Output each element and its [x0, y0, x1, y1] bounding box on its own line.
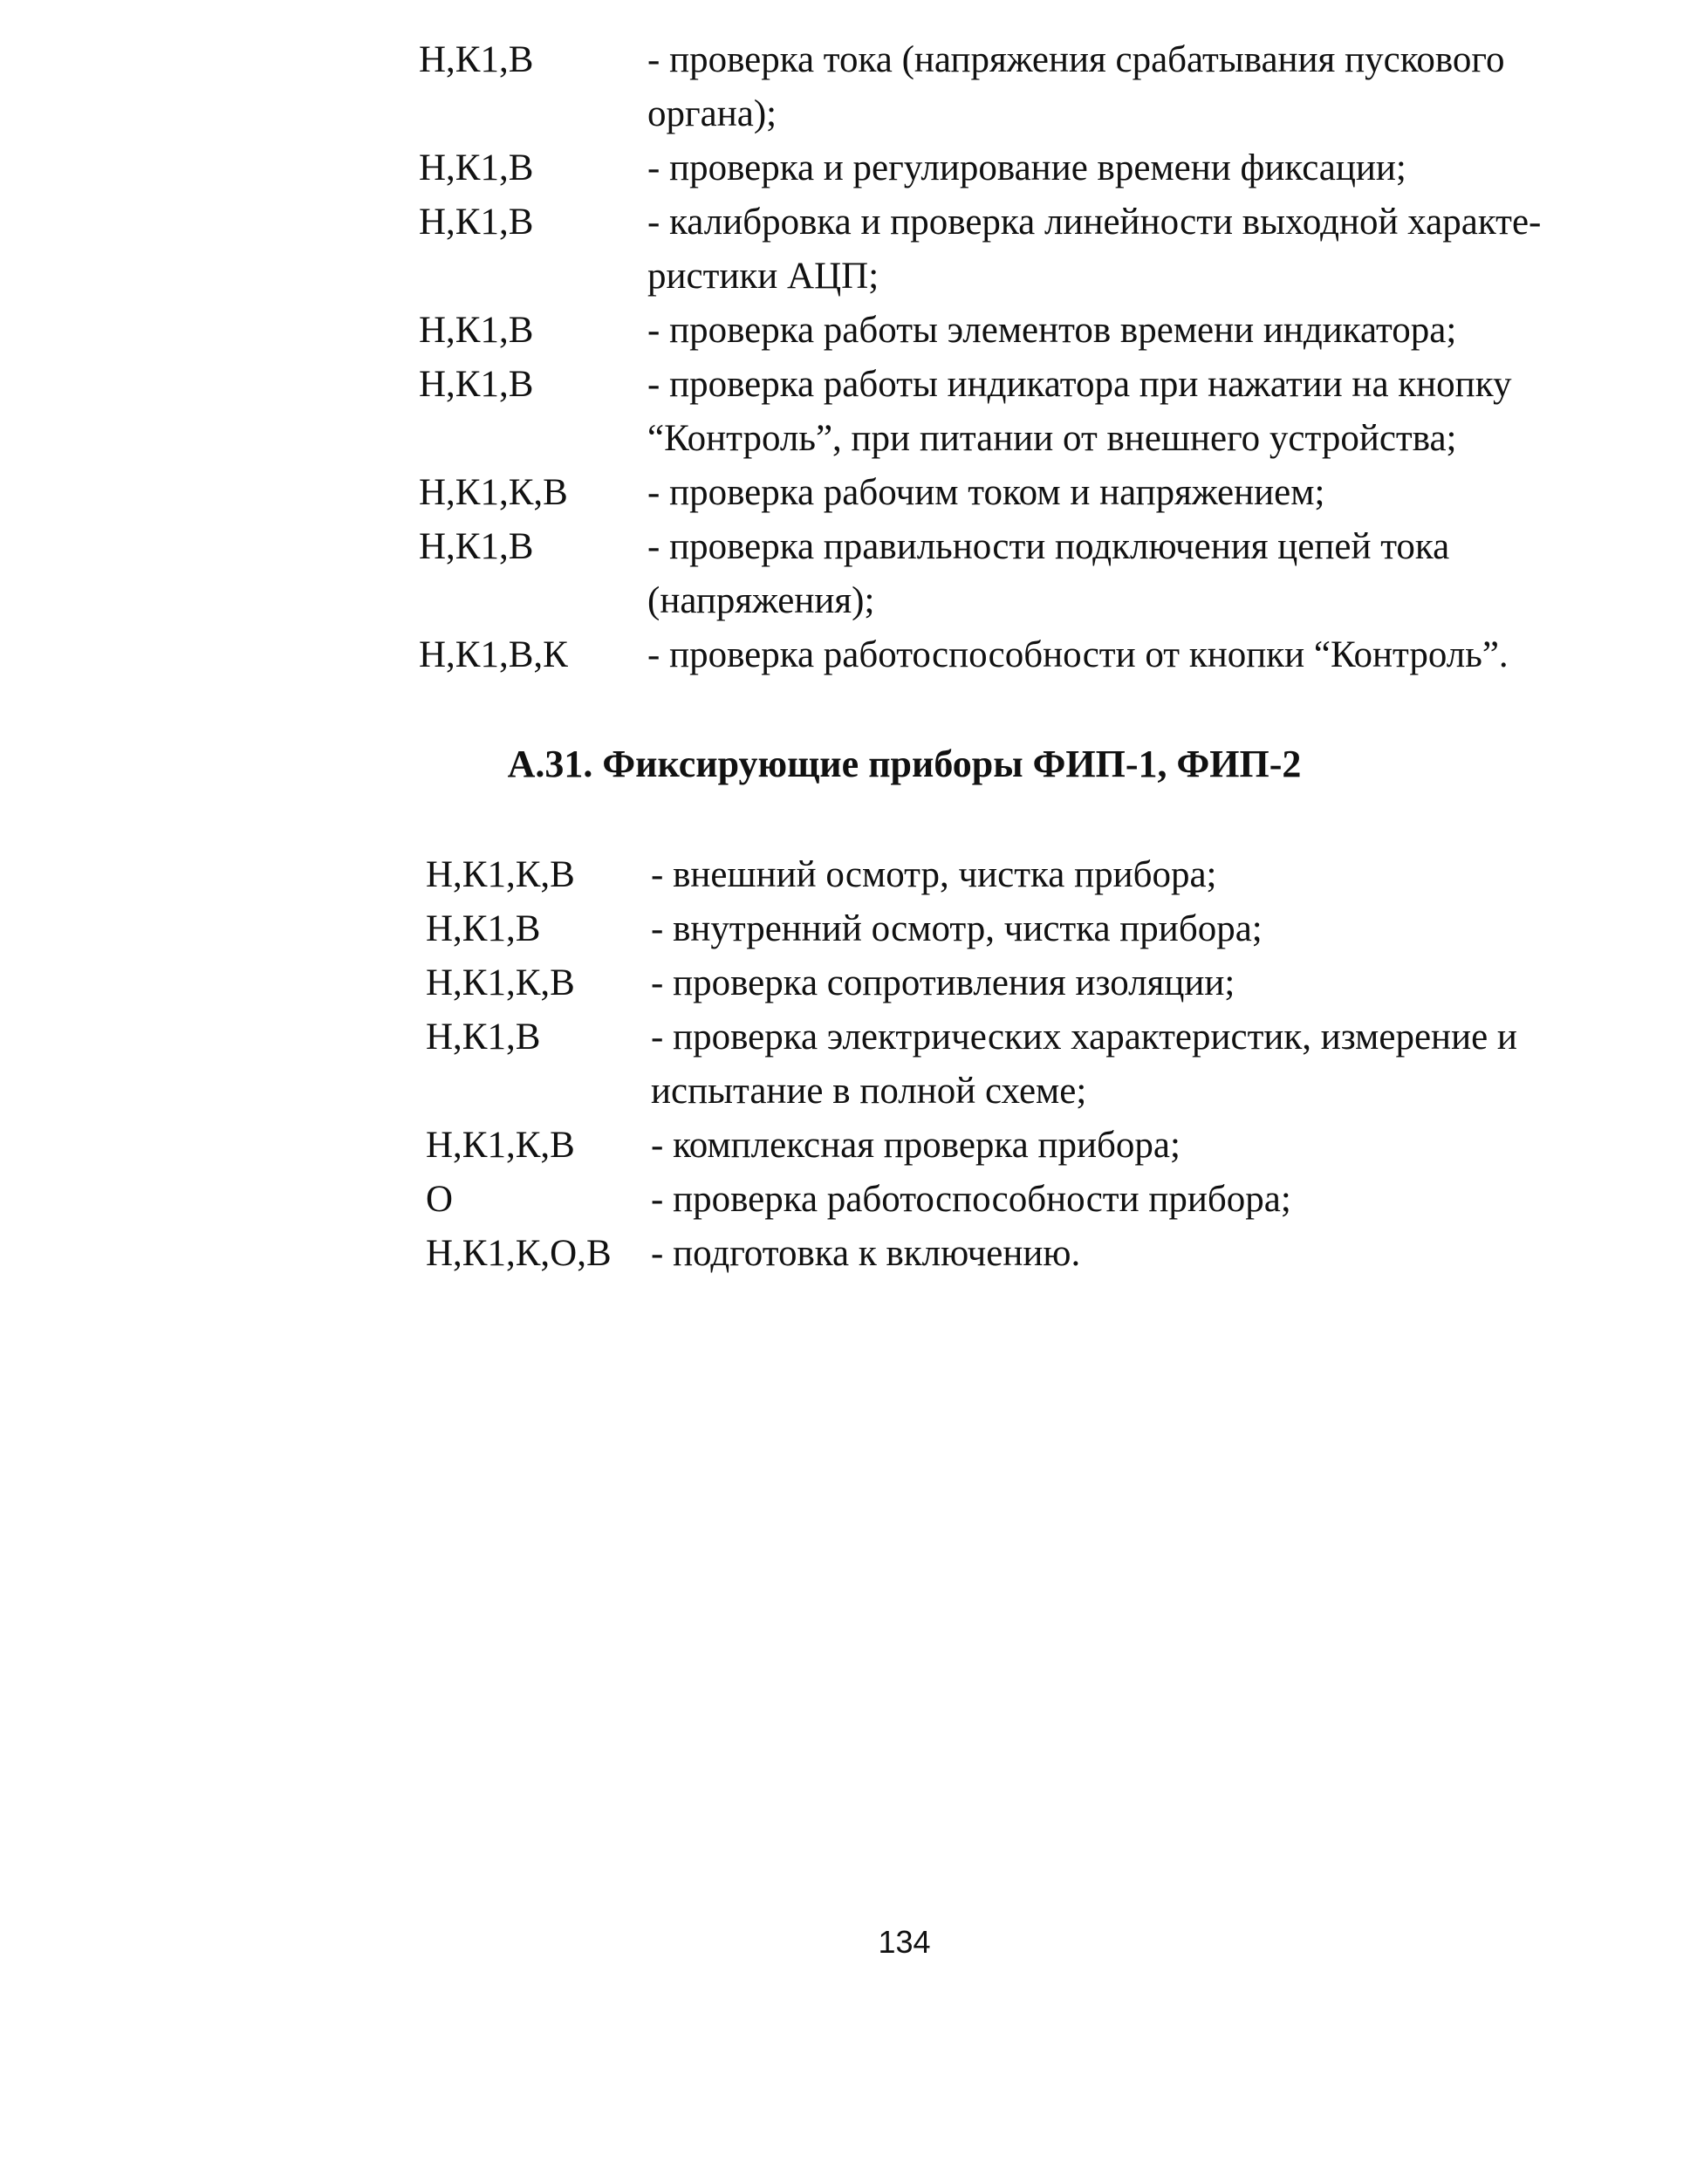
item-description: - проверка рабочим током и напряжением;	[647, 472, 1325, 513]
list-item	[426, 1119, 1639, 1173]
list-item	[419, 195, 1632, 304]
list-item	[426, 902, 1639, 956]
page-number: 134	[878, 1924, 931, 1960]
item-code: Н,К1,В	[419, 526, 534, 567]
item-code: Н,К1,К,В	[426, 854, 575, 895]
list-item	[426, 1010, 1639, 1119]
list-item	[426, 848, 1639, 902]
item-description: - проверка работоспособности прибора;	[651, 1179, 1291, 1220]
item-description: - внутренний осмотр, чистка прибора;	[651, 908, 1263, 949]
item-code: Н,К1,В	[419, 147, 534, 188]
list-item	[419, 141, 1632, 195]
item-code: Н,К1,В	[419, 310, 534, 351]
list-item	[419, 628, 1632, 682]
item-description: - проверка правильности подключения цепей тока (напряжения);	[647, 526, 1450, 621]
item-description: - проверка сопротивления изоляции;	[651, 962, 1235, 1003]
maintenance-list-fip	[426, 848, 1639, 1281]
item-code: Н,К1,В	[419, 39, 534, 80]
item-description: - внешний осмотр, чистка прибора;	[651, 854, 1217, 895]
maintenance-list-previous-section	[419, 33, 1632, 682]
item-code: Н,К1,В	[426, 908, 541, 949]
list-item	[426, 956, 1639, 1010]
item-description: - проверка и регулирование времени фиксации;	[647, 147, 1406, 188]
item-code: Н,К1,К,О,В	[426, 1233, 612, 1274]
item-description: - калибровка и проверка линейности выходной характе- ристики АЦП;	[647, 202, 1542, 297]
list-item	[426, 1173, 1639, 1227]
item-description: - проверка работы индикатора при нажатии на кнопку “Контроль”, при питании от внешнего устройства;	[647, 364, 1512, 459]
item-description: - проверка работоспособности от кнопки “Контроль”.	[647, 634, 1509, 675]
list-item	[419, 304, 1632, 358]
list-item	[419, 520, 1632, 628]
item-description: - комплексная проверка прибора;	[651, 1125, 1180, 1166]
item-description: - подготовка к включению.	[651, 1233, 1081, 1274]
item-description: - проверка работы элементов времени индикатора;	[647, 310, 1457, 351]
item-code: О	[426, 1179, 454, 1220]
section-title: А.31. Фиксирующие приборы ФИП-1, ФИП-2	[507, 743, 1302, 785]
list-item	[419, 466, 1632, 520]
item-code: Н,К1,В	[419, 364, 534, 405]
item-code: Н,К1,К,В	[426, 1125, 575, 1166]
item-code: Н,К1,В	[426, 1017, 541, 1058]
list-item	[426, 1227, 1639, 1281]
item-description: - проверка электрических характеристик, измерение и испытание в полной схеме;	[651, 1017, 1517, 1112]
item-code: Н,К1,К,В	[426, 962, 575, 1003]
item-description: - проверка тока (напряжения срабатывания пускового органа);	[647, 39, 1505, 134]
item-code: Н,К1,В	[419, 202, 534, 243]
item-code: Н,К1,В,К	[419, 634, 568, 675]
item-code: Н,К1,К,В	[419, 472, 568, 513]
list-item	[419, 358, 1632, 466]
list-item	[419, 33, 1632, 141]
